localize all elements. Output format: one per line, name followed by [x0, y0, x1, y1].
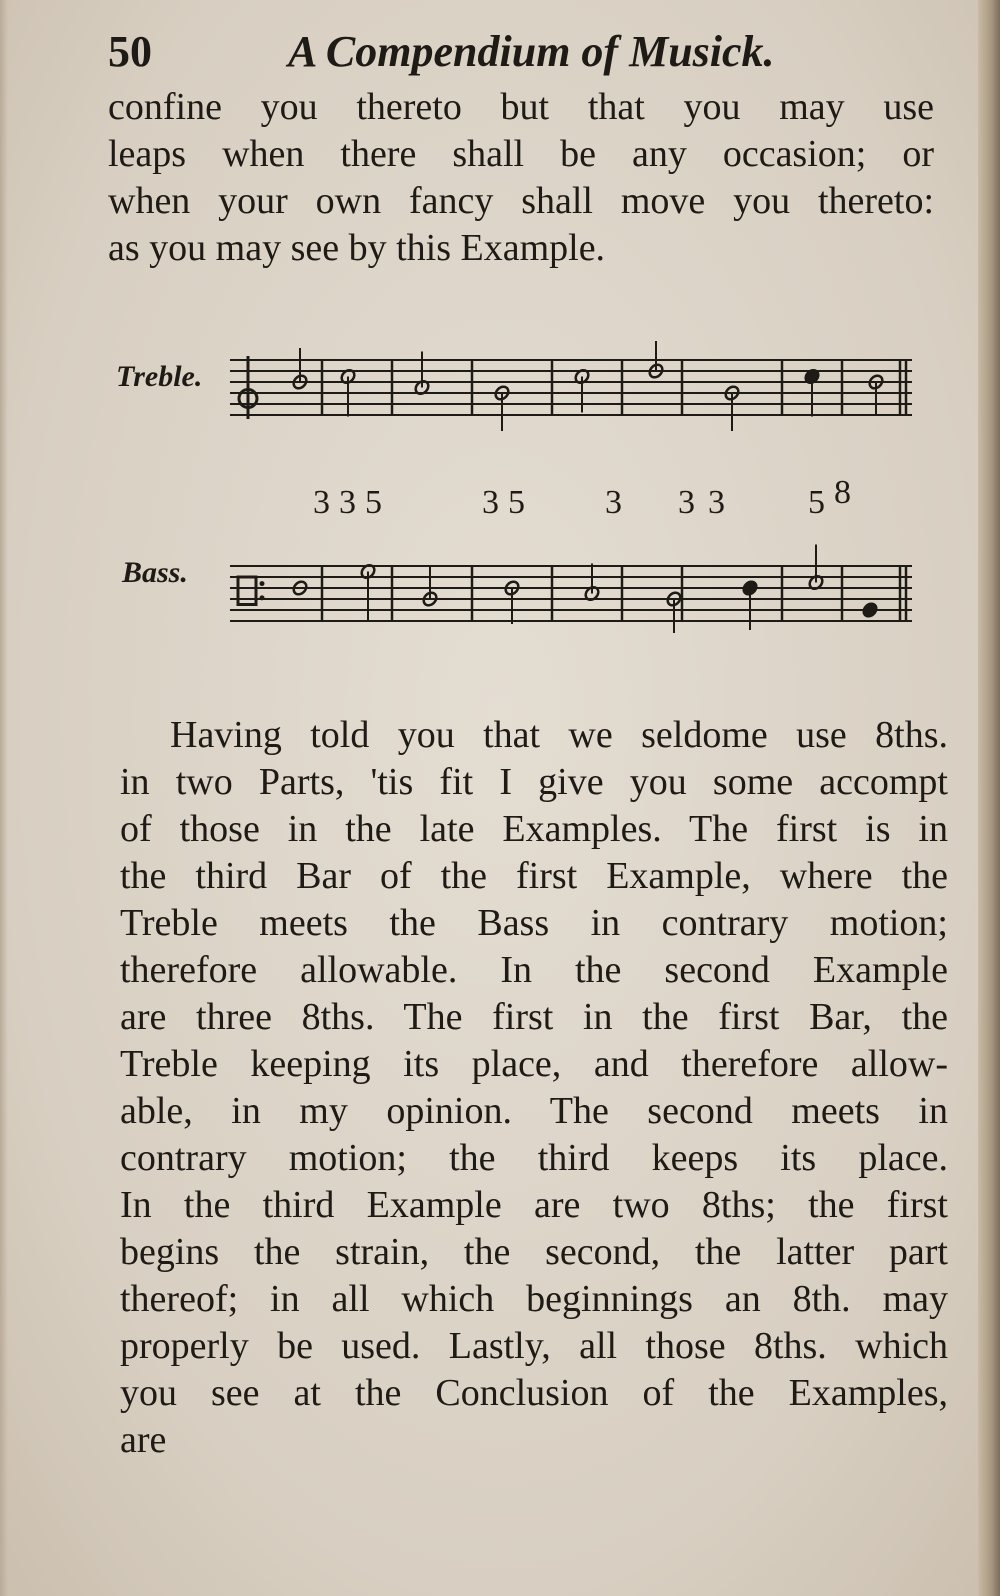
page-right-edge	[978, 0, 1000, 1596]
figure: 5	[508, 484, 525, 521]
treble-staff	[100, 330, 930, 460]
bass-clef-icon	[238, 577, 256, 605]
text-line: as you may see by this Example.	[108, 227, 606, 269]
text-line: therefore allowable. In the second Example	[120, 949, 948, 991]
text-line: you see at the Conclusion of the Examples,	[120, 1372, 948, 1414]
text-line: Treble keeping its place, and therefore allow-	[120, 1043, 948, 1085]
figure: 3	[708, 484, 725, 521]
text-line: begins the strain, the second, the latter part	[120, 1231, 948, 1273]
treble-label: Treble.	[116, 360, 203, 393]
text-line: In the third Example are two 8ths; the first	[120, 1184, 948, 1226]
page-number: 50	[108, 27, 152, 76]
running-title: A Compendium of Musick.	[288, 27, 775, 76]
text-line: the third Bar of the first Example, where the	[120, 855, 948, 897]
music-example	[100, 330, 930, 680]
figure: 3	[605, 484, 622, 521]
figure: 3	[339, 484, 356, 521]
catchword: are	[120, 1419, 167, 1461]
figure: 3	[678, 484, 695, 521]
bass-label: Bass.	[122, 556, 188, 589]
bass-staff	[100, 536, 930, 666]
figure: 3	[313, 484, 330, 521]
figured-bass	[100, 474, 930, 528]
text-line: thereof; in all which beginnings an 8th. may	[120, 1278, 948, 1320]
text-line: are three 8ths. The first in the first Bar, the	[120, 996, 948, 1038]
text-line: confine you thereto but that you may use	[108, 86, 934, 128]
text-line: contrary motion; the third keeps its place.	[120, 1137, 948, 1179]
note-head	[861, 601, 879, 619]
figure: 5	[808, 484, 825, 521]
text-line: able, in my opinion. The second meets in	[120, 1090, 948, 1132]
paragraph-intro	[108, 84, 934, 272]
bass-clef-dot	[260, 581, 265, 586]
text-line: Treble meets the Bass in contrary motion;	[120, 902, 948, 944]
figure: 8	[834, 474, 851, 511]
bass-clef-dot	[260, 595, 265, 600]
page-header	[108, 22, 928, 82]
paragraph-eighths	[120, 712, 948, 1464]
text-line: Having told you that we seldome use 8ths.	[170, 714, 948, 756]
text-line: leaps when there shall be any occasion; or	[108, 133, 934, 175]
page-left-edge	[0, 0, 8, 1596]
text-line: properly be used. Lastly, all those 8ths. which	[120, 1325, 948, 1367]
text-line: when your own fancy shall move you thereto:	[108, 180, 934, 222]
figure: 3	[482, 484, 499, 521]
text-line: of those in the late Examples. The first is in	[120, 808, 948, 850]
figure: 5	[365, 484, 382, 521]
text-line: in two Parts, 'tis fit I give you some accompt	[120, 761, 948, 803]
